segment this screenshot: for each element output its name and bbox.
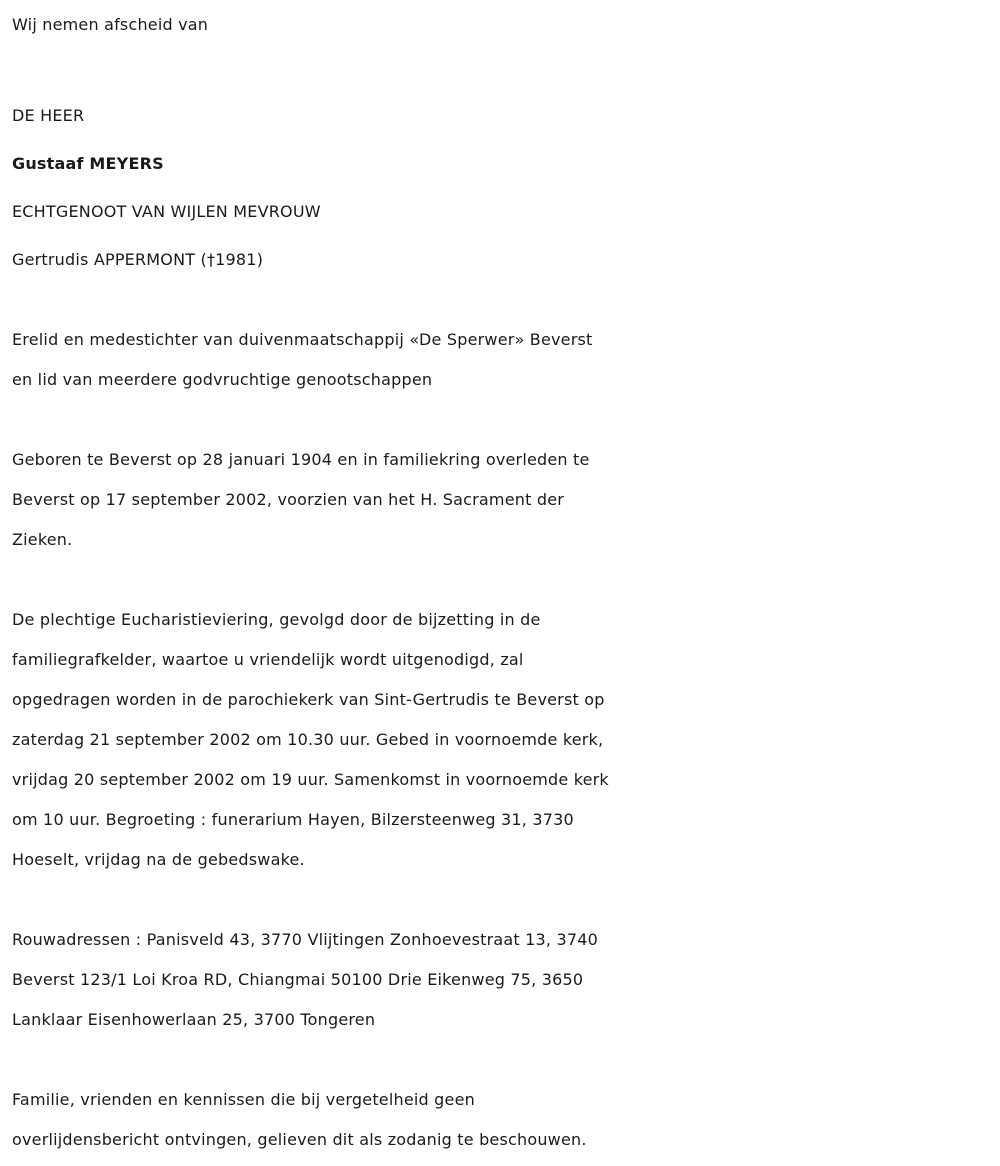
text-line: Rouwadressen : Panisveld 43, 3770 Vlijtingen Zonhoevestraat 13, 3740 <box>12 930 599 949</box>
text-line: De plechtige Eucharistieviering, gevolgd door de bijzetting in de <box>12 610 541 629</box>
text-line: om 10 uur. Begroeting : funerarium Hayen, Bilzersteenweg 31, 3730 <box>12 810 574 829</box>
paragraph-closing-note <box>12 1080 992 1160</box>
text-line: zaterdag 21 september 2002 om 10.30 uur. Gebed in voornoemde kerk, <box>12 730 604 749</box>
text-line: overlijdensbericht ontvingen, gelieven dit als zodanig te beschouwen. <box>12 1130 587 1149</box>
spouse-line: Gertrudis APPERMONT (†1981) <box>12 250 264 269</box>
text-line: vrijdag 20 september 2002 om 19 uur. Samenkomst in voornoemde kerk <box>12 770 609 789</box>
text-line: opgedragen worden in de parochiekerk van Sint-Gertrudis te Beverst op <box>12 690 605 709</box>
paragraph-funeral-service <box>12 600 992 880</box>
intro-line: Wij nemen afscheid van <box>12 15 209 34</box>
paragraph-birth-death <box>12 440 992 560</box>
deceased-block <box>12 92 992 284</box>
text-line: familiegrafkelder, waartoe u vriendelijk wordt uitgenodigd, zal <box>12 650 524 669</box>
obituary-notice <box>12 0 992 1160</box>
text-line: Beverst 123/1 Loi Kroa RD, Chiangmai 50100 Drie Eikenweg 75, 3650 <box>12 970 584 989</box>
paragraph-membership <box>12 320 992 400</box>
text-line: en lid van meerdere godvruchtige genootschappen <box>12 370 433 389</box>
text-line: Hoeselt, vrijdag na de gebedswake. <box>12 850 305 869</box>
honorific: DE HEER <box>12 106 85 125</box>
text-line: Familie, vrienden en kennissen die bij vergetelheid geen <box>12 1090 475 1109</box>
text-line: Geboren te Beverst op 28 januari 1904 en in familiekring overleden te <box>12 450 590 469</box>
text-line: Lanklaar Eisenhowerlaan 25, 3700 Tongeren <box>12 1010 376 1029</box>
text-line: Zieken. <box>12 530 73 549</box>
text-line: Erelid en medestichter van duivenmaatschappij «De Sperwer» Beverst <box>12 330 593 349</box>
text-line: Beverst op 17 september 2002, voorzien van het H. Sacrament der <box>12 490 565 509</box>
paragraph-mourning-addresses <box>12 920 992 1040</box>
relation-line: ECHTGENOOT VAN WIJLEN MEVROUW <box>12 202 321 221</box>
deceased-name: Gustaaf MEYERS <box>12 154 164 173</box>
